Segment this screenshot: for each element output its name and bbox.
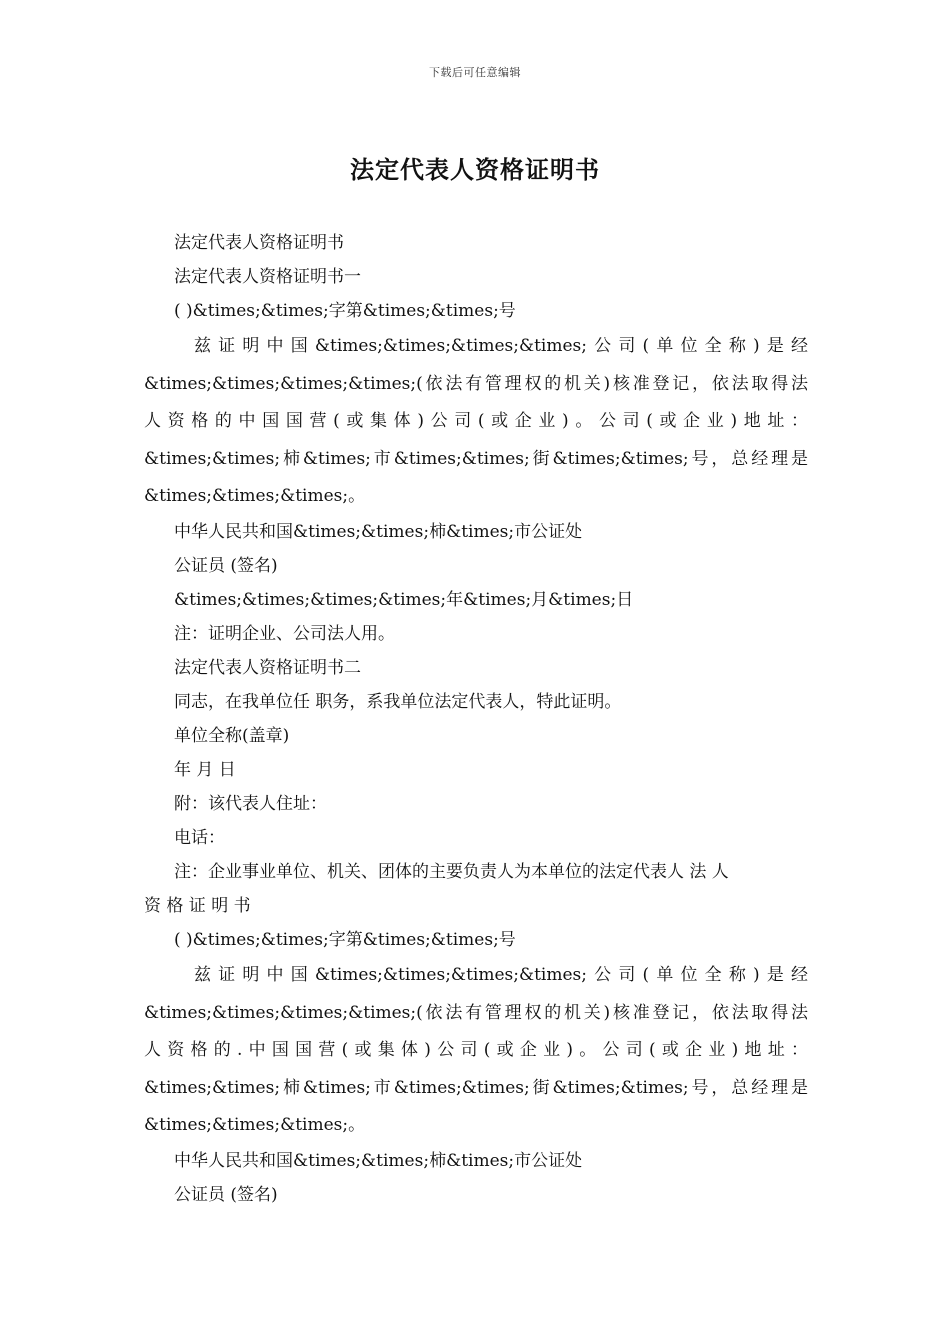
paragraph: 人资格的中国国营(或集体)公司(或企业)。公司(或企业)地址： xyxy=(144,411,808,431)
section-heading: 法定代表人资格证明书一 xyxy=(174,267,361,287)
notary-office-line: 中华人民共和国&times;&times;柿&times;市公证处 xyxy=(174,522,583,542)
doc-number-line: ( )&times;&times;字第&times;&times;号 xyxy=(174,930,516,950)
header-note: 下载后可任意编辑 xyxy=(429,66,521,79)
paragraph: &times;&times;&times;&times;(依法有管理权的机关)核准登记，依法取得法 xyxy=(144,373,808,394)
notary-office-line: 中华人民共和国&times;&times;柿&times;市公证处 xyxy=(174,1151,583,1171)
paragraph: 兹证明中国&times;&times;&times;&times;公司(单位全称)是经 xyxy=(194,336,808,356)
paragraph: 兹证明中国&times;&times;&times;&times;公司(单位全称)是经 xyxy=(194,965,808,985)
note-line: 注：企业事业单位、机关、团体的主要负责人为本单位的法定代表人 法 人 xyxy=(174,862,729,882)
document-body xyxy=(144,226,808,1212)
paragraph: &times;&times;柿&times;市&times;&times;街&times;&times;号，总经理是 xyxy=(144,1077,808,1098)
seal-line: 单位全称(盖章) xyxy=(174,726,290,746)
page-title: 法定代表人资格证明书 xyxy=(350,155,600,184)
paragraph: 法定代表人资格证明书 xyxy=(174,233,344,253)
doc-number-line: ( )&times;&times;字第&times;&times;号 xyxy=(174,301,516,321)
notary-signature-line: 公证员 (签名) xyxy=(174,556,278,576)
notary-signature-line: 公证员 (签名) xyxy=(174,1185,278,1205)
date-line: 年 月 日 xyxy=(174,760,236,780)
address-line: 附：该代表人住址： xyxy=(174,794,327,814)
date-line: &times;&times;&times;&times;年&times;月&times;日 xyxy=(174,590,634,610)
section-heading: 资 格 证 明 书 xyxy=(144,896,251,916)
note-line: 注：证明企业、公司法人用。 xyxy=(174,624,395,644)
paragraph: &times;&times;&times;。 xyxy=(144,486,366,506)
paragraph: 同志，在我单位任 职务，系我单位法定代表人，特此证明。 xyxy=(174,692,622,712)
paragraph: &times;&times;&times;。 xyxy=(144,1115,366,1135)
paragraph: &times;&times;柿&times;市&times;&times;街&times;&times;号，总经理是 xyxy=(144,448,808,469)
paragraph: 人资格的.中国国营(或集体)公司(或企业)。公司(或企业)地址： xyxy=(144,1040,808,1060)
paragraph: &times;&times;&times;&times;(依法有管理权的机关)核准登记，依法取得法 xyxy=(144,1002,808,1023)
section-heading: 法定代表人资格证明书二 xyxy=(174,658,361,678)
phone-line: 电话： xyxy=(174,828,225,848)
